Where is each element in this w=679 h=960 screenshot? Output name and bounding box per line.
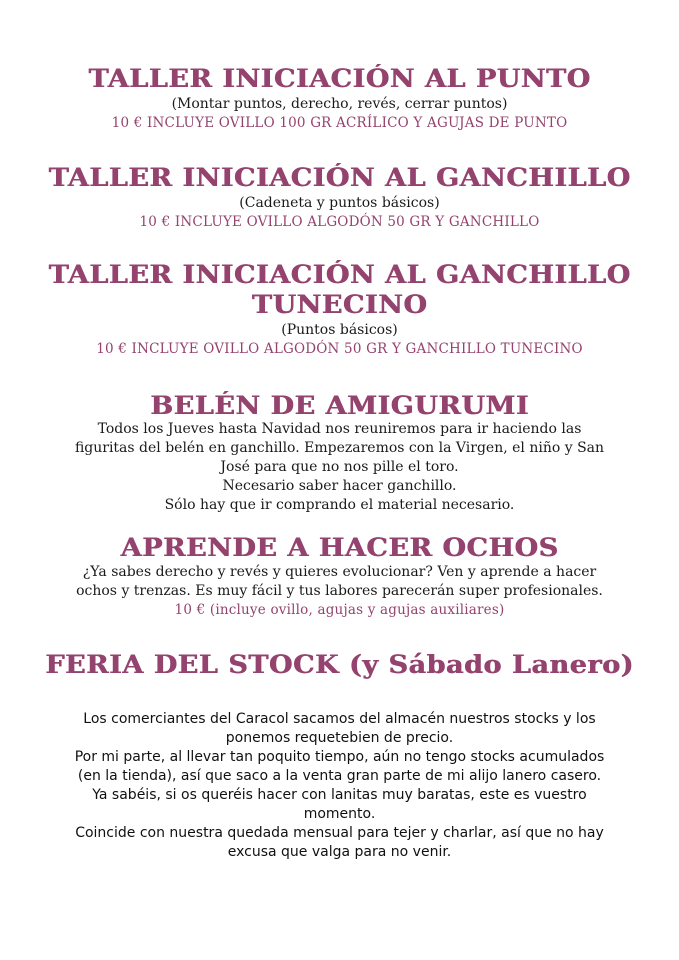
feria-line: Coincide con nuestra quedada mensual para tejer y charlar, así que no hay <box>75 825 604 841</box>
title-taller-tunecino-line2: TUNECINO <box>251 290 428 319</box>
belen-description <box>40 420 639 515</box>
feria-line: ponemos requetebien de precio. <box>225 730 454 746</box>
title-taller-ganchillo: TALLER INICIACIÓN AL GANCHILLO <box>48 163 631 192</box>
belen-line: José para que no nos pille el toro. <box>220 459 459 475</box>
price-taller-tunecino: 10 € INCLUYE OVILLO ALGODÓN 50 GR Y GANCHILLO TUNECINO <box>96 341 583 357</box>
section-taller-tunecino <box>40 260 639 359</box>
title-aprende-ochos: APRENDE A HACER OCHOS <box>120 533 559 562</box>
feria-line: Los comerciantes del Caracol sacamos del almacén nuestros stocks y los <box>83 711 596 727</box>
section-belen-amigurumi <box>40 391 639 515</box>
title-taller-tunecino-line1: TALLER INICIACIÓN AL GANCHILLO <box>48 260 631 289</box>
belen-line: Sólo hay que ir comprando el material necesario. <box>164 497 515 513</box>
feria-line: momento. <box>303 806 376 822</box>
ochos-line: ochos y trenzas. Es muy fácil y tus labores parecerán super profesionales. <box>76 583 603 599</box>
belen-line: figuritas del belén en ganchillo. Empezaremos con la Virgen, el niño y San <box>74 440 605 456</box>
belen-line: Todos los Jueves hasta Navidad nos reuniremos para ir haciendo las <box>97 421 582 437</box>
feria-line: (en la tienda), así que saco a la venta gran parte de mi alijo lanero casero. <box>77 768 602 784</box>
price-taller-punto: 10 € INCLUYE OVILLO 100 GR ACRÍLICO Y AGUJAS DE PUNTO <box>111 115 568 131</box>
description-taller-tunecino: (Puntos básicos) <box>281 322 398 338</box>
price-taller-ganchillo: 10 € INCLUYE OVILLO ALGODÓN 50 GR Y GANCHILLO <box>139 214 540 230</box>
ochos-line: ¿Ya sabes derecho y revés y quieres evolucionar? Ven y aprende a hacer <box>82 564 597 580</box>
section-taller-ganchillo <box>40 163 639 232</box>
description-taller-ganchillo: (Cadeneta y puntos básicos) <box>239 195 440 211</box>
section-aprende-ochos <box>40 533 639 620</box>
section-taller-punto <box>40 64 639 133</box>
title-taller-punto: TALLER INICIACIÓN AL PUNTO <box>88 64 591 93</box>
feria-description <box>40 710 639 862</box>
title-belen-amigurumi: BELÉN DE AMIGURUMI <box>150 391 529 420</box>
title-feria-stock: FERIA DEL STOCK (y Sábado Lanero) <box>45 650 634 679</box>
belen-line: Necesario saber hacer ganchillo. <box>222 478 457 494</box>
feria-line: Por mi parte, al llevar tan poquito tiempo, aún no tengo stocks acumulados <box>74 749 605 765</box>
section-feria-stock <box>40 650 639 862</box>
feria-line: excusa que valga para no venir. <box>227 844 452 860</box>
description-taller-punto: (Montar puntos, derecho, revés, cerrar puntos) <box>171 96 508 112</box>
feria-line: Ya sabéis, si os queréis hacer con lanitas muy baratas, este es vuestro <box>92 787 587 803</box>
price-aprende-ochos: 10 € (incluye ovillo, agujas y agujas auxiliares) <box>174 602 505 618</box>
ochos-description <box>40 563 639 601</box>
